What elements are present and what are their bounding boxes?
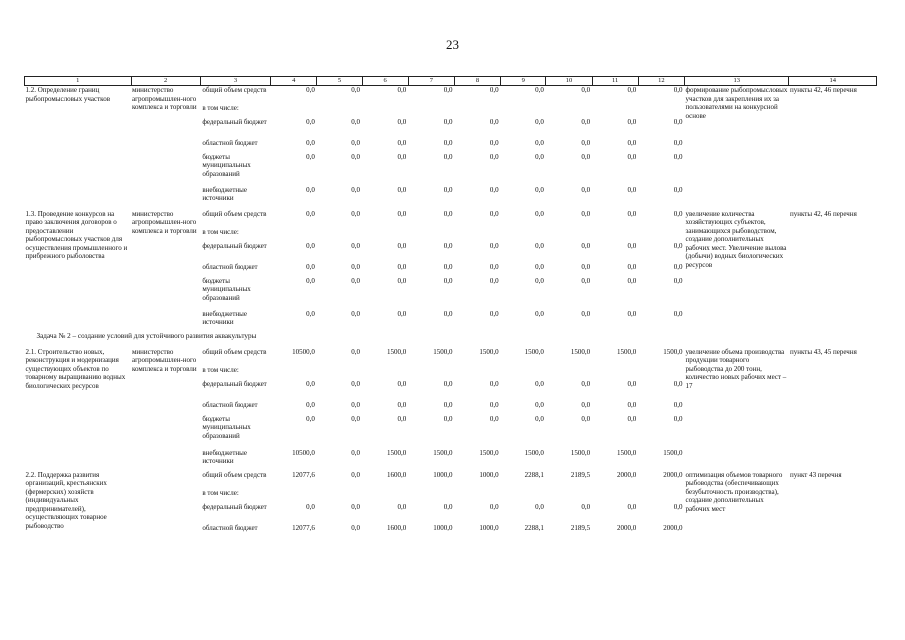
- value-cell: 0,0: [535, 400, 544, 409]
- value-cell: 0,0: [581, 209, 591, 218]
- value-cell: 2288,1: [524, 470, 544, 479]
- reference: пункты 42, 46 перечня: [789, 209, 857, 218]
- value-cell: 0,0: [489, 209, 499, 218]
- funding-source: федеральный бюджет: [202, 502, 267, 511]
- value-cell: 0,0: [306, 117, 315, 126]
- value-cell: 0,0: [397, 209, 407, 218]
- value-cell: 0,0: [351, 86, 361, 94]
- value-cell: 0,0: [351, 138, 361, 147]
- value-cell: 0,0: [581, 502, 591, 511]
- value-cell: 0,0: [535, 86, 544, 94]
- value-cell: 0,0: [306, 209, 315, 218]
- value-cell: 0,0: [627, 309, 637, 318]
- value-cell: 0,0: [535, 502, 544, 511]
- value-cell: 1500,0: [617, 448, 637, 457]
- value-cell: 0,0: [397, 400, 407, 409]
- value-cell: 0,0: [535, 276, 544, 285]
- funding-source: внебюджетные источники: [202, 185, 247, 203]
- col-header: 9: [501, 77, 546, 86]
- funding-source: внебюджетные источники: [202, 448, 247, 466]
- funding-source: в том числе:: [202, 227, 239, 236]
- value-cell: 0,0: [306, 262, 315, 271]
- value-cell: 1500,0: [479, 347, 499, 356]
- funding-source: областной бюджет: [202, 400, 258, 409]
- value-cell: 0,0: [673, 138, 683, 147]
- funding-source: в том числе:: [202, 365, 239, 374]
- value-cell: 0,0: [489, 276, 499, 285]
- value-cell: 0,0: [627, 414, 637, 423]
- value-cell: 0,0: [351, 347, 361, 356]
- value-cell: 0,0: [535, 309, 544, 318]
- value-cell: 0,0: [397, 241, 407, 250]
- value-cell: 0,0: [351, 185, 361, 194]
- value-cell: 0,0: [581, 379, 591, 388]
- value-cell: 1500,0: [433, 347, 453, 356]
- header-row: [25, 77, 877, 86]
- value-cell: 0,0: [351, 117, 361, 126]
- value-cell: 1000,0: [433, 470, 453, 479]
- col-header: 2: [131, 77, 200, 86]
- funding-source: в том числе:: [202, 488, 239, 497]
- value-cell: 1000,0: [433, 523, 453, 532]
- value-cell: 1500,0: [387, 448, 407, 457]
- value-cell: 2000,0: [617, 523, 637, 532]
- value-cell: 0,0: [443, 117, 453, 126]
- value-cell: 0,0: [581, 414, 591, 423]
- col-header: 12: [638, 77, 684, 86]
- event-name: 1.2. Определение границ рыбопромысловых участков: [25, 86, 111, 103]
- event-name: 2.1. Строительство новых, реконструкция и модернизация существующих объектов по товарному выращиванию водных биологических ресурсов: [25, 347, 126, 390]
- value-cell: 12077,6: [292, 523, 315, 532]
- value-cell: 0,0: [351, 414, 361, 423]
- value-cell: 0,0: [351, 241, 361, 250]
- task-heading: Задача № 2 – создание условий для устойчивого развития аквакультуры: [36, 331, 257, 340]
- col-header: 6: [362, 77, 408, 86]
- value-cell: 0,0: [397, 86, 407, 94]
- value-cell: 0,0: [535, 241, 544, 250]
- value-cell: 0,0: [443, 276, 453, 285]
- value-cell: 0,0: [397, 138, 407, 147]
- value-cell: 0,0: [535, 152, 544, 161]
- value-cell: 0,0: [489, 414, 499, 423]
- value-cell: 0,0: [489, 241, 499, 250]
- col-header: 8: [454, 77, 500, 86]
- value-cell: 1500,0: [617, 347, 637, 356]
- col-header: 1: [25, 77, 132, 86]
- value-cell: 0,0: [489, 185, 499, 194]
- value-cell: 0,0: [397, 309, 407, 318]
- value-cell: 1500,0: [570, 448, 591, 457]
- funding-source: федеральный бюджет: [202, 117, 267, 126]
- value-cell: 0,0: [673, 241, 683, 250]
- expected-result: оптимизация объемов товарного рыбоводства (обеспечивающих безубыточность производства), создание дополнительных рабочих мест: [685, 470, 783, 513]
- value-cell: 0,0: [489, 138, 499, 147]
- value-cell: 12077,6: [292, 470, 315, 479]
- funding-source: общий объем средств: [202, 209, 267, 218]
- funding-source: областной бюджет: [202, 523, 258, 532]
- value-cell: 1500,0: [524, 347, 544, 356]
- value-cell: 0,0: [351, 276, 361, 285]
- value-cell: 0,0: [673, 400, 683, 409]
- funding-source: бюджеты муниципальных образований: [202, 414, 251, 440]
- value-cell: 0,0: [535, 138, 544, 147]
- value-cell: 0,0: [535, 414, 544, 423]
- value-cell: 0,0: [443, 400, 453, 409]
- value-cell: 0,0: [489, 400, 499, 409]
- value-cell: 1000,0: [479, 470, 499, 479]
- value-cell: 0,0: [535, 117, 544, 126]
- value-cell: 0,0: [673, 209, 683, 218]
- col-header: 13: [684, 77, 788, 86]
- value-cell: 0,0: [351, 152, 361, 161]
- value-cell: 0,0: [489, 309, 499, 318]
- expected-result: увеличение объема производства продукции товарного рыбоводства до 200 тонн, количество новых рабочих мест – 17: [685, 347, 787, 390]
- funding-source: областной бюджет: [202, 138, 258, 147]
- col-header: 10: [546, 77, 592, 86]
- value-cell: 1500,0: [524, 448, 544, 457]
- funding-source: общий объем средств: [202, 347, 267, 356]
- value-cell: 0,0: [627, 185, 637, 194]
- value-cell: 0,0: [443, 138, 453, 147]
- value-cell: 0,0: [535, 185, 544, 194]
- value-cell: 1600,0: [387, 523, 407, 532]
- value-cell: 0,0: [443, 379, 453, 388]
- value-cell: 2000,0: [617, 470, 637, 479]
- value-cell: 0,0: [351, 309, 361, 318]
- value-cell: 0,0: [351, 502, 361, 511]
- funding-source: общий объем средств: [202, 86, 267, 94]
- value-cell: 0,0: [397, 117, 407, 126]
- col-header: 3: [200, 77, 270, 86]
- value-cell: 10500,0: [292, 448, 315, 457]
- value-cell: 0,0: [581, 138, 591, 147]
- value-cell: 0,0: [627, 276, 637, 285]
- col-header: 5: [317, 77, 362, 86]
- value-cell: 0,0: [443, 309, 453, 318]
- value-cell: 0,0: [673, 276, 683, 285]
- funding-source: федеральный бюджет: [202, 241, 267, 250]
- funding-source: в том числе:: [202, 103, 239, 112]
- value-cell: 0,0: [535, 209, 544, 218]
- value-cell: 0,0: [397, 276, 407, 285]
- value-cell: 1000,0: [479, 523, 499, 532]
- value-cell: 0,0: [581, 241, 591, 250]
- value-cell: 0,0: [306, 414, 315, 423]
- value-cell: 0,0: [489, 502, 499, 511]
- value-cell: 0,0: [627, 152, 637, 161]
- col-header: 4: [271, 77, 317, 86]
- value-cell: 0,0: [443, 502, 453, 511]
- value-cell: 0,0: [627, 138, 637, 147]
- executor: министерство агропромышлен-ного комплекса и торговли: [132, 209, 197, 235]
- value-cell: 0,0: [581, 117, 591, 126]
- value-cell: 0,0: [581, 185, 591, 194]
- funding-source: федеральный бюджет: [202, 379, 267, 388]
- value-cell: 0,0: [306, 152, 315, 161]
- value-cell: 0,0: [535, 262, 544, 271]
- value-cell: 0,0: [443, 209, 453, 218]
- reference: пункт 43 перечня: [789, 470, 842, 479]
- value-cell: 0,0: [443, 262, 453, 271]
- value-cell: 0,0: [489, 152, 499, 161]
- value-cell: 0,0: [673, 86, 683, 94]
- value-cell: 1500,0: [570, 347, 591, 356]
- value-cell: 0,0: [443, 414, 453, 423]
- value-cell: 1500,0: [663, 347, 683, 356]
- value-cell: 0,0: [351, 400, 361, 409]
- value-cell: 0,0: [351, 209, 361, 218]
- value-cell: 1500,0: [387, 347, 407, 356]
- funding-source: общий объем средств: [202, 470, 267, 479]
- reference: пункты 43, 45 перечня: [789, 347, 857, 356]
- value-cell: 0,0: [627, 241, 637, 250]
- reference: пункты 42, 46 перечня: [789, 86, 857, 94]
- funding-source: внебюджетные источники: [202, 309, 247, 327]
- value-cell: 0,0: [489, 117, 499, 126]
- value-cell: 0,0: [443, 241, 453, 250]
- value-cell: 0,0: [397, 379, 407, 388]
- value-cell: 0,0: [306, 138, 315, 147]
- funding-source: бюджеты муниципальных образований: [202, 152, 251, 178]
- col-header: 7: [408, 77, 454, 86]
- value-cell: 0,0: [306, 502, 315, 511]
- value-cell: 0,0: [443, 86, 453, 94]
- value-cell: 0,0: [306, 309, 315, 318]
- value-cell: 0,0: [489, 86, 499, 94]
- value-cell: 0,0: [581, 86, 591, 94]
- value-cell: 0,0: [627, 379, 637, 388]
- value-cell: 0,0: [397, 185, 407, 194]
- executor: министерство агропромышлен-ного комплекса и торговли: [132, 347, 197, 373]
- value-cell: 0,0: [397, 414, 407, 423]
- value-cell: 1500,0: [663, 448, 683, 457]
- value-cell: 0,0: [581, 276, 591, 285]
- value-cell: 2189,5: [570, 523, 591, 532]
- value-cell: 10500,0: [292, 347, 315, 356]
- value-cell: 1500,0: [479, 448, 499, 457]
- value-cell: 0,0: [581, 152, 591, 161]
- value-cell: 0,0: [351, 262, 361, 271]
- value-cell: 2000,0: [663, 470, 683, 479]
- value-cell: 0,0: [489, 379, 499, 388]
- value-cell: 0,0: [397, 502, 407, 511]
- value-cell: 1600,0: [387, 470, 407, 479]
- value-cell: 0,0: [397, 152, 407, 161]
- value-cell: 0,0: [581, 262, 591, 271]
- value-cell: 0,0: [627, 209, 637, 218]
- value-cell: 0,0: [306, 185, 315, 194]
- value-cell: 0,0: [306, 86, 315, 94]
- value-cell: 0,0: [673, 185, 683, 194]
- value-cell: 0,0: [673, 152, 683, 161]
- col-header: 11: [592, 77, 638, 86]
- value-cell: 0,0: [673, 414, 683, 423]
- value-cell: 0,0: [489, 262, 499, 271]
- value-cell: 0,0: [535, 379, 544, 388]
- page-number: 23: [446, 37, 459, 52]
- funding-source: областной бюджет: [202, 262, 258, 271]
- value-cell: 0,0: [673, 379, 683, 388]
- value-cell: 0,0: [443, 185, 453, 194]
- value-cell: 0,0: [306, 400, 315, 409]
- value-cell: 0,0: [306, 276, 315, 285]
- event-name: 1.3. Проведение конкурсов на право заключения договоров о предоставлении рыбопромысловых участков для осуществления промышленного и прибрежного рыболовства: [25, 209, 128, 261]
- value-cell: 0,0: [627, 262, 637, 271]
- value-cell: 0,0: [673, 117, 683, 126]
- value-cell: 0,0: [627, 400, 637, 409]
- value-cell: 2189,5: [570, 470, 591, 479]
- expected-result: формирование рыбопромысловых участков для закрепления их за пользователями на конкурсной основе: [685, 86, 788, 120]
- value-cell: 0,0: [351, 523, 361, 532]
- value-cell: 0,0: [673, 262, 683, 271]
- value-cell: 2288,1: [524, 523, 544, 532]
- value-cell: 0,0: [306, 241, 315, 250]
- value-cell: 0,0: [627, 502, 637, 511]
- value-cell: 0,0: [306, 379, 315, 388]
- program-table: [24, 76, 877, 538]
- value-cell: 0,0: [443, 152, 453, 161]
- value-cell: 0,0: [351, 470, 361, 479]
- value-cell: 0,0: [581, 400, 591, 409]
- expected-result: увеличение количества хозяйствующих субъектов, занимающихся рыбоводством, создание дополнительных рабочих мест. Увеличение вылова (добычи) водных биологических ресурсов: [685, 209, 787, 270]
- value-cell: 0,0: [673, 309, 683, 318]
- event-name: 2.2. Поддержка развития организаций, крестьянских (фермерских) хозяйств (индивидуальных предпринимателей), осуществляющих товарное рыбоводство: [25, 470, 107, 531]
- value-cell: 0,0: [351, 379, 361, 388]
- col-header: 14: [789, 77, 877, 86]
- value-cell: 0,0: [397, 262, 407, 271]
- value-cell: 0,0: [581, 309, 591, 318]
- executor: министерство агропромышлен-ного комплекса и торговли: [132, 86, 197, 112]
- table-header: [25, 77, 877, 86]
- funding-source: бюджеты муниципальных образований: [202, 276, 251, 302]
- value-cell: 1500,0: [433, 448, 453, 457]
- value-cell: 0,0: [627, 117, 637, 126]
- value-cell: 0,0: [627, 86, 637, 94]
- value-cell: 0,0: [351, 448, 361, 457]
- value-cell: 0,0: [673, 502, 683, 511]
- value-cell: 2000,0: [663, 523, 683, 532]
